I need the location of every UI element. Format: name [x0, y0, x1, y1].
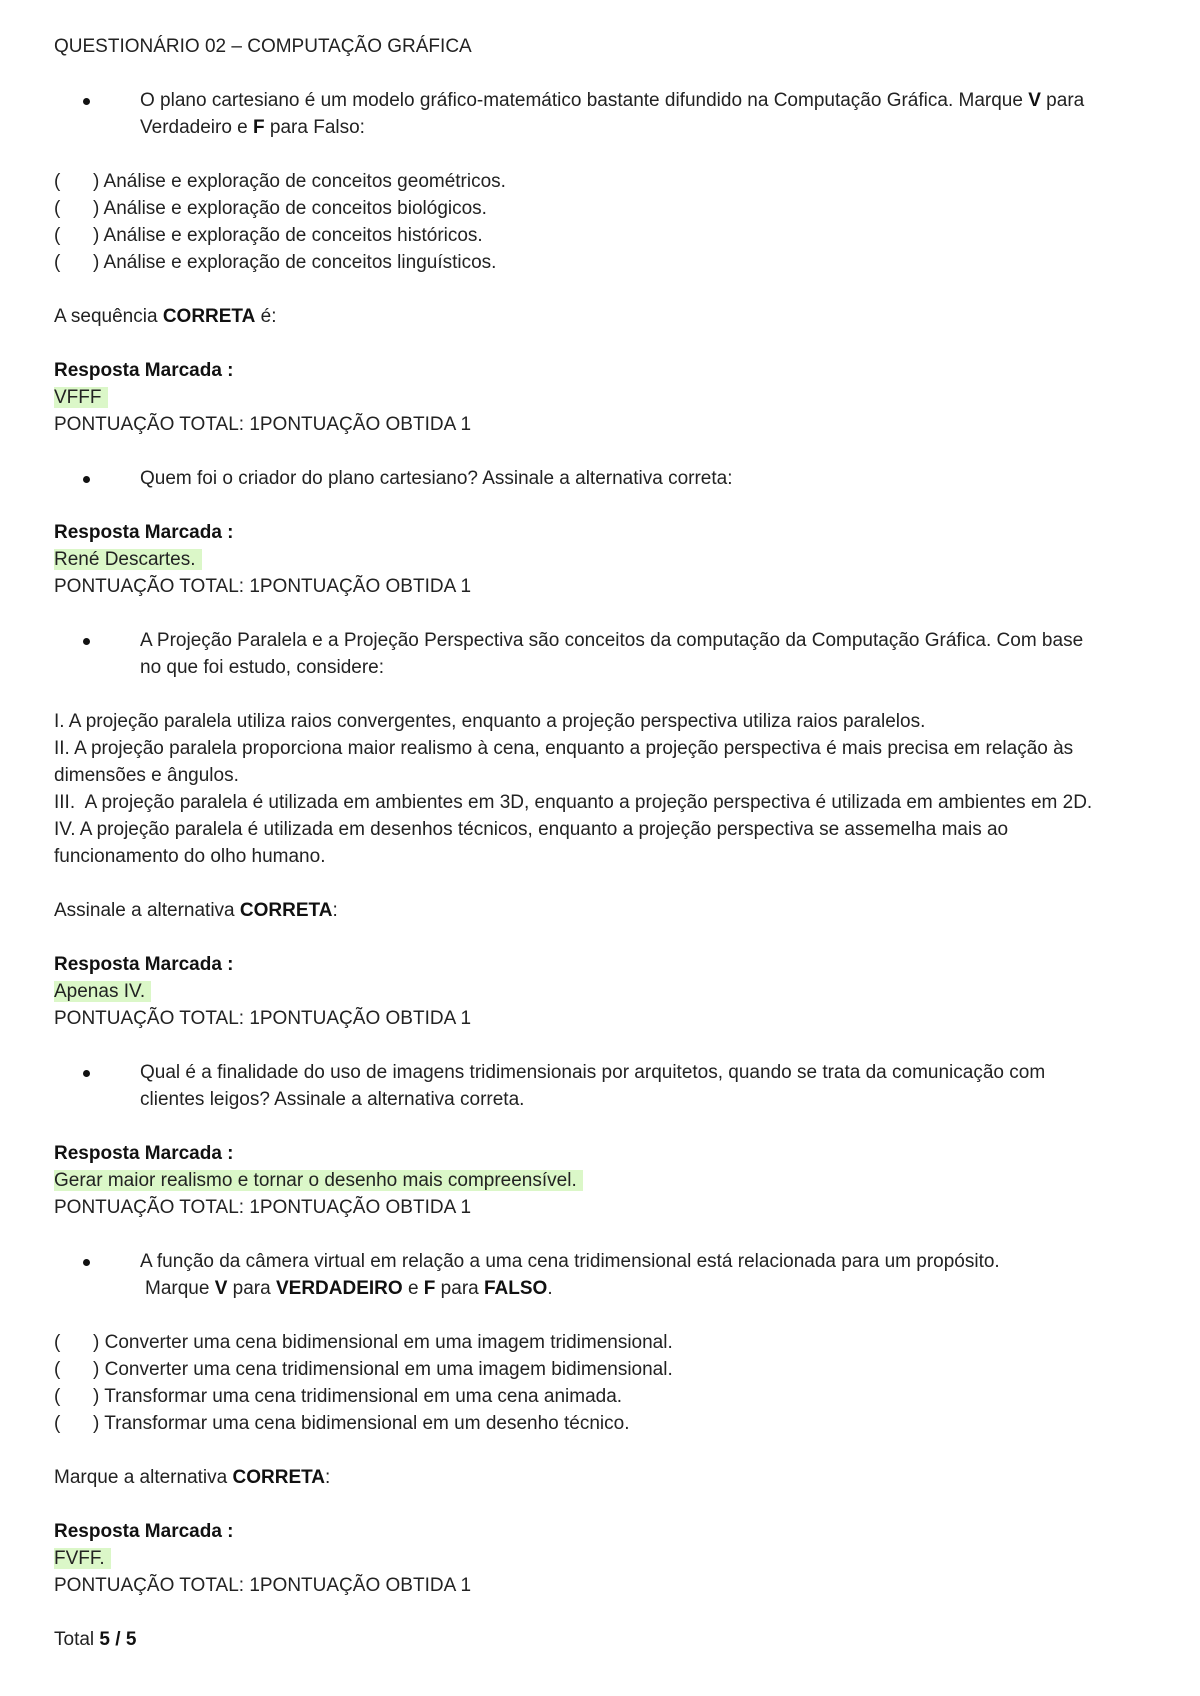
option-item: ( ) Análise e exploração de conceitos linguísticos. — [54, 252, 497, 273]
option-item: ( ) Transformar uma cena bidimensional em um desenho técnico. — [54, 1413, 630, 1434]
question-2-stem: Quem foi o criador do plano cartesiano? Assinale a alternativa correta: — [54, 465, 1150, 492]
answer-label: Resposta Marcada : — [54, 954, 234, 975]
score-line: PONTUAÇÃO TOTAL: 1PONTUAÇÃO OBTIDA 1 — [54, 576, 472, 597]
score-line: PONTUAÇÃO TOTAL: 1PONTUAÇÃO OBTIDA 1 — [54, 1197, 472, 1218]
page-title: QUESTIONÁRIO 02 – COMPUTAÇÃO GRÁFICA — [54, 36, 472, 57]
answer-label: Resposta Marcada : — [54, 1143, 234, 1164]
question-3-prompt: Assinale a alternativa CORRETA: — [54, 900, 338, 921]
bullet-icon — [83, 1259, 90, 1266]
bullet-icon — [83, 476, 90, 483]
option-item: ( ) Análise e exploração de conceitos históricos. — [54, 225, 483, 246]
question-3-stem: A Projeção Paralela e a Projeção Perspectiva são conceitos da computação da Computação Gráfica. Com base no que foi estudo, considere: — [54, 627, 1150, 681]
bullet-icon — [83, 638, 90, 645]
statement-line: IV. A projeção paralela é utilizada em desenhos técnicos, enquanto a projeção perspectiva se assemelha mais ao — [54, 819, 1009, 840]
question-1-stem: O plano cartesiano é um modelo gráfico-matemático bastante difundido na Computação Gráfica. Marque V para Verdadeiro e F para Falso: — [54, 87, 1150, 141]
bullet-icon — [83, 1070, 90, 1077]
option-item: ( ) Análise e exploração de conceitos geométricos. — [54, 171, 506, 192]
option-item: ( ) Transformar uma cena tridimensional em uma cena animada. — [54, 1386, 623, 1407]
option-item: ( ) Análise e exploração de conceitos biológicos. — [54, 198, 487, 219]
score-line: PONTUAÇÃO TOTAL: 1PONTUAÇÃO OBTIDA 1 — [54, 1008, 472, 1029]
marked-answer: René Descartes. — [54, 546, 1150, 573]
marked-answer: Apenas IV. — [54, 978, 1150, 1005]
answer-label: Resposta Marcada : — [54, 522, 234, 543]
question-5-stem: A função da câmera virtual em relação a uma cena tridimensional está relacionada para um propósito. Marque V para VERDADEIRO e F para FALSO. — [54, 1248, 1150, 1302]
question-1-prompt: A sequência CORRETA é: — [54, 306, 277, 327]
answer-label: Resposta Marcada : — [54, 1521, 234, 1542]
statement-line: funcionamento do olho humano. — [54, 846, 326, 867]
total-score: Total 5 / 5 — [54, 1629, 137, 1650]
statement-line: II. A projeção paralela proporciona maior realismo à cena, enquanto a projeção perspectiva é mais precisa em relação às — [54, 738, 1074, 759]
marked-answer: FVFF. — [54, 1545, 1150, 1572]
option-item: ( ) Converter uma cena bidimensional em uma imagem tridimensional. — [54, 1332, 673, 1353]
statement-line: III. A projeção paralela é utilizada em ambientes em 3D, enquanto a projeção perspectiva é utilizada em ambientes em 2D. — [54, 792, 1093, 813]
answer-label: Resposta Marcada : — [54, 360, 234, 381]
marked-answer: Gerar maior realismo e tornar o desenho mais compreensível. — [54, 1167, 1150, 1194]
question-4-stem: Qual é a finalidade do uso de imagens tridimensionais por arquitetos, quando se trata da comunicação com clientes leigos? Assinale a alternativa correta. — [54, 1059, 1150, 1113]
score-line: PONTUAÇÃO TOTAL: 1PONTUAÇÃO OBTIDA 1 — [54, 414, 472, 435]
statement-line: I. A projeção paralela utiliza raios convergentes, enquanto a projeção perspectiva utiliza raios paralelos. — [54, 711, 926, 732]
statement-line: dimensões e ângulos. — [54, 765, 239, 786]
question-5-prompt: Marque a alternativa CORRETA: — [54, 1467, 331, 1488]
marked-answer: VFFF — [54, 384, 1150, 411]
bullet-icon — [83, 98, 90, 105]
option-item: ( ) Converter uma cena tridimensional em uma imagem bidimensional. — [54, 1359, 673, 1380]
score-line: PONTUAÇÃO TOTAL: 1PONTUAÇÃO OBTIDA 1 — [54, 1575, 472, 1596]
